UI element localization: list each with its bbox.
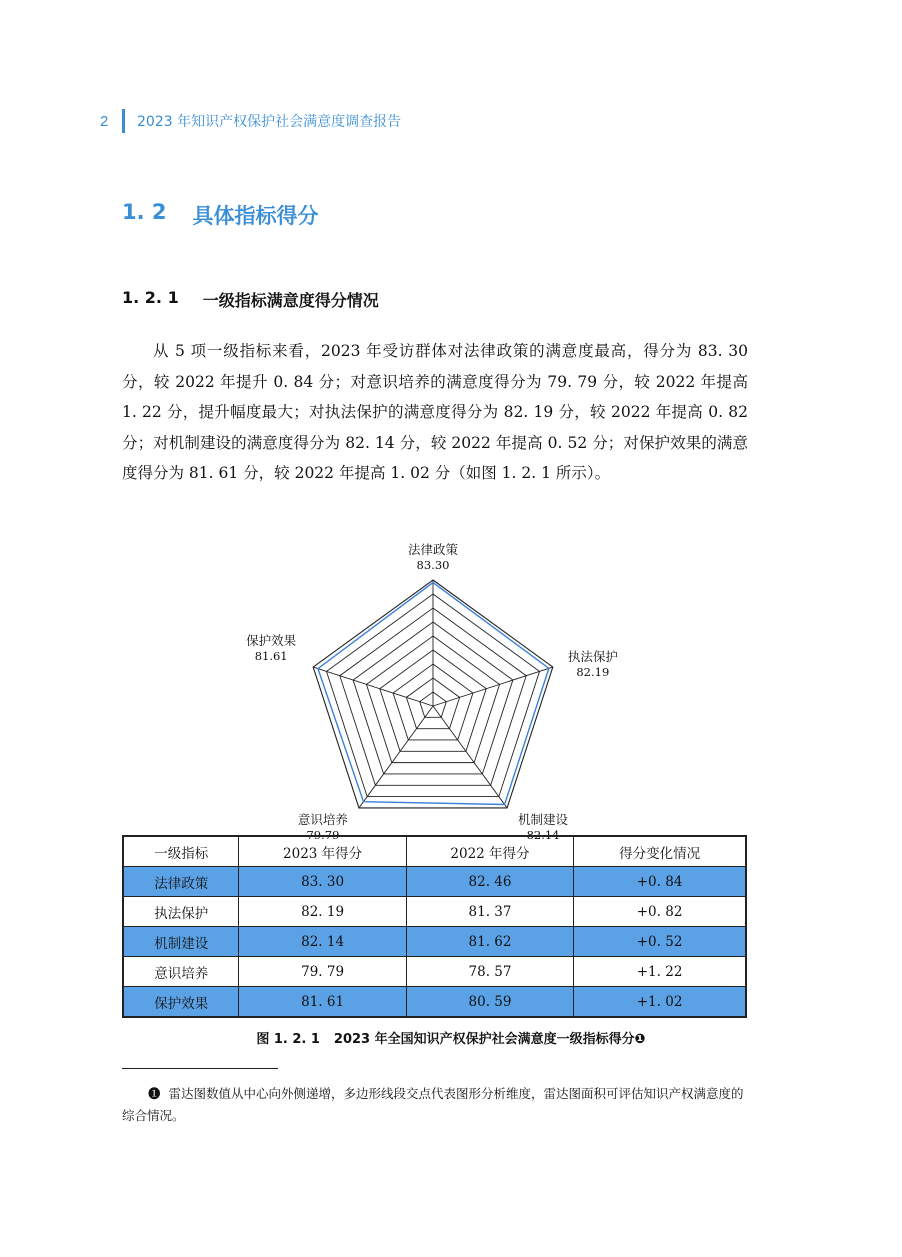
table-row <box>123 987 746 1018</box>
radar-axis-label: 意识培养 <box>297 811 348 827</box>
table-header-cell: 一级指标 <box>123 836 239 867</box>
table-cell: 81. 61 <box>239 987 406 1018</box>
page-number: 2 <box>100 112 109 130</box>
table-cell: +1. 22 <box>574 957 746 987</box>
table-cell: 80. 59 <box>406 987 573 1018</box>
footnote-marker: ❶ <box>634 1032 646 1047</box>
book-title: 2023 年知识产权保护社会满意度调查报告 <box>137 114 402 130</box>
radar-value-label: 81.61 <box>254 649 288 664</box>
table-header-row <box>123 836 746 867</box>
table-cell: 83. 30 <box>239 867 406 897</box>
header-divider <box>122 109 125 133</box>
table-cell: 保护效果 <box>123 987 239 1018</box>
radar-value-label: 83.30 <box>416 558 450 572</box>
radar-axis-label: 保护效果 <box>246 633 297 649</box>
table-cell: +0. 52 <box>574 927 746 957</box>
radar-value-label: 79.79 <box>306 827 340 842</box>
table-row <box>123 927 746 957</box>
figure-number: 图 1. 2. 1 <box>256 1032 320 1047</box>
footnote-text: 雷达图数值从中心向外侧递增，多边形线段交点代表图形分析维度，雷达图面积可评估知识产权满意度的综合情况。 <box>122 1086 744 1123</box>
subsection-number: 1. 2. 1 <box>122 288 179 307</box>
section-number: 1. 2 <box>122 200 167 224</box>
subsection-heading <box>122 288 379 311</box>
table-header-cell: 得分变化情况 <box>574 836 746 867</box>
radar-axis-label: 执法保护 <box>567 649 618 665</box>
figure-title: 2023 年全国知识产权保护社会满意度一级指标得分 <box>333 1032 635 1047</box>
table-cell: +0. 84 <box>574 867 746 897</box>
score-table <box>122 835 747 1018</box>
table-cell: 意识培养 <box>123 957 239 987</box>
radar-value-label: 82.19 <box>576 665 610 680</box>
table-header-cell: 2023 年得分 <box>239 836 406 867</box>
table-cell: 79. 79 <box>239 957 406 987</box>
radar-chart <box>122 530 747 842</box>
radar-spoke <box>359 706 433 808</box>
table-header-cell: 2022 年得分 <box>406 836 573 867</box>
table-cell: 82. 46 <box>406 867 573 897</box>
table-cell: 执法保护 <box>123 897 239 927</box>
table-row <box>123 897 746 927</box>
footnote <box>122 1083 748 1127</box>
table-cell: +0. 82 <box>574 897 746 927</box>
subsection-title: 一级指标满意度得分情况 <box>202 291 379 310</box>
table-row <box>123 867 746 897</box>
section-title: 具体指标得分 <box>192 204 319 228</box>
table-cell: +1. 02 <box>574 987 746 1018</box>
radar-axis-label: 法律政策 <box>407 542 459 557</box>
footnote-mark: ❶ <box>148 1086 161 1101</box>
table-cell: 法律政策 <box>123 867 239 897</box>
table-cell: 机制建设 <box>123 927 239 957</box>
figure-caption <box>0 1028 902 1047</box>
body-paragraph: 从 5 项一级指标来看，2023 年受访群体对法律政策的满意度最高，得分为 83. 30 分，较 2022 年提升 0. 84 分；对意识培养的满意度得分为 79. 79 分，较 2022 年提高 1. 22 分，提升幅度最大；对执法保护的满意度得分为 82. 19 分，较 2022 年提高 0. 82 分；对机制建设的满意度得分为 82. 14 分，较 2022 年提高 0. 52 分；对保护效果的满意度得分为 81. 61 分，较 2022 年提高 1. 02 分（如图 1. 2. 1 所示）。 <box>122 342 748 482</box>
table-cell: 82. 19 <box>239 897 406 927</box>
table-cell: 81. 62 <box>406 927 573 957</box>
table-cell: 78. 57 <box>406 957 573 987</box>
section-heading <box>122 200 319 230</box>
radar-axis-label: 机制建设 <box>518 811 569 827</box>
table-cell: 82. 14 <box>239 927 406 957</box>
table-cell: 81. 37 <box>406 897 573 927</box>
footnote-divider <box>122 1068 278 1069</box>
table-row <box>123 957 746 987</box>
running-header <box>100 108 401 134</box>
radar-value-label: 82.14 <box>526 827 560 842</box>
radar-spoke <box>433 706 507 808</box>
